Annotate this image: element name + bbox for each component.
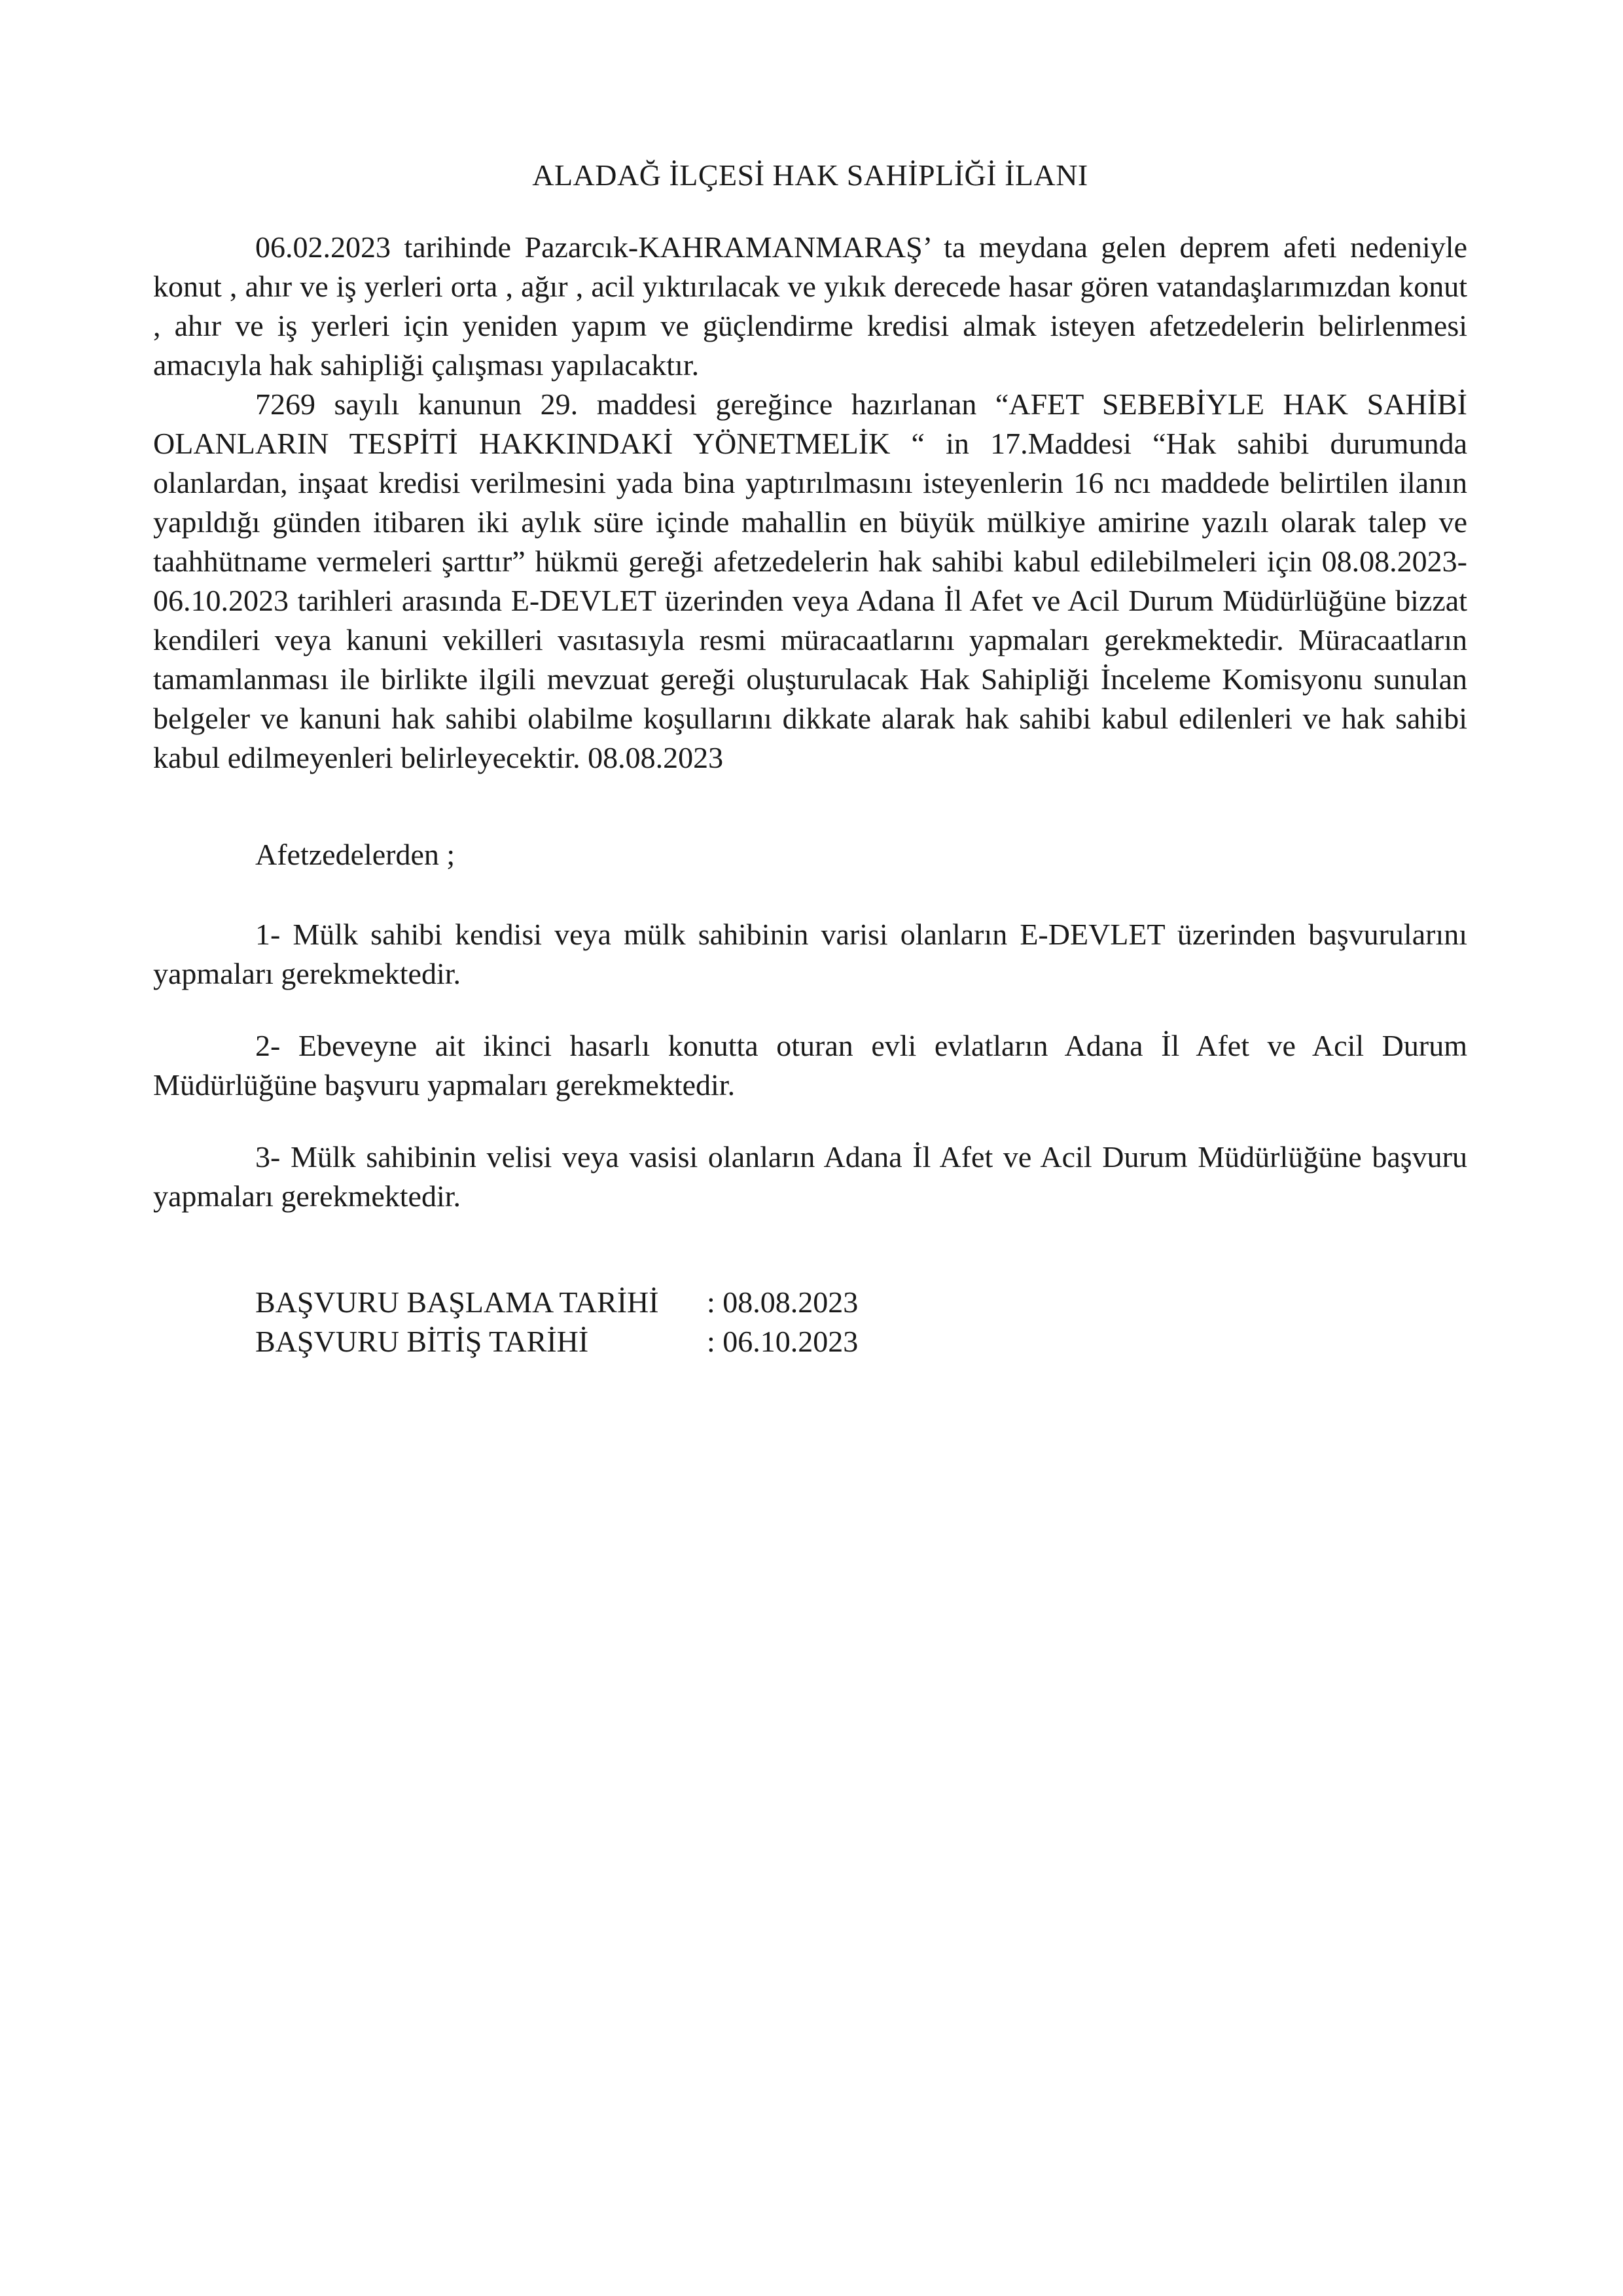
paragraph-regulation: 7269 sayılı kanunun 29. maddesi gereğince hazırlanan “AFET SEBEBİYLE HAK SAHİBİ OLANLARIN TESPİTİ HAKKINDAKİ YÖNETMELİK “ in 17.Maddesi “Hak sahibi durumunda olanlardan, inşaat kredisi verilmesini yada bina yaptırılmasını isteyenlerin 16 ncı maddede belirtilen ilanın yapıldığı günden itibaren iki aylık süre içinde mahallin en büyük mülkiye amirine yazılı olarak talep ve taahhütname vermeleri şarttır” hükmü gereği afetzedelerin hak sahibi kabul edilebilmeleri için 08.08.2023-06.10.2023 tarihleri arasında E-DEVLET üzerinden veya Adana İl Afet ve Acil Durum Müdürlüğüne bizzat kendileri veya kanuni vekilleri vasıtasıyla resmi müracaatlarını yapmaları gerekmektedir. Müracaatların tamamlanması ile birlikte ilgili mevzuat gereği oluşturulacak Hak Sahipliği İnceleme Komisyonu sunulan belgeler ve kanuni hak sahibi olabilme koşullarını dikkate alarak hak sahibi kabul edilenleri ve hak sahibi kabul edilmeyenleri belirleyecektir. 08.08.2023 (153, 387, 1467, 774)
document-title: ALADAĞ İLÇESİ HAK SAHİPLİĞİ İLANI (532, 158, 1088, 192)
greeting-line: Afetzedelerden ; (255, 838, 455, 871)
end-date-value: : 06.10.2023 (707, 1325, 859, 1358)
list-item: 1- Mülk sahibi kendisi veya mülk sahibinin varisi olanların E-DEVLET üzerinden başvurularını yapmaları gerekmektedir. (153, 918, 1467, 990)
start-date-row (255, 1283, 858, 1322)
paragraph-intro: 06.02.2023 tarihinde Pazarcık-KAHRAMANMARAŞ’ ta meydana gelen deprem afeti nedeniyle konut , ahır ve iş yerleri orta , ağır , acil yıktırılacak ve yıkık derecede hasar gören vatandaşlarımızdan konut , ahır ve iş yerleri için yeniden yapım ve güçlendirme kredisi almak isteyen afetzedelerin belirlenmesi amacıyla hak sahipliği çalışması yapılacaktır. (153, 230, 1467, 382)
start-date-label: BAŞVURU BAŞLAMA TARİHİ (255, 1285, 659, 1319)
start-date-value: : 08.08.2023 (707, 1285, 859, 1319)
list-item: 2- Ebeveyne ait ikinci hasarlı konutta oturan evli evlatların Adana İl Afet ve Acil Durum Müdürlüğüne başvuru yapmaları gerekmektedir. (153, 1029, 1467, 1102)
list-item: 3- Mülk sahibinin velisi veya vasisi olanların Adana İl Afet ve Acil Durum Müdürlüğüne başvuru yapmaları gerekmektedir. (153, 1140, 1467, 1213)
document-page (153, 0, 1467, 2296)
application-dates (255, 1283, 858, 1361)
end-date-label: BAŞVURU BİTİŞ TARİHİ (255, 1325, 589, 1358)
end-date-row (255, 1322, 858, 1361)
